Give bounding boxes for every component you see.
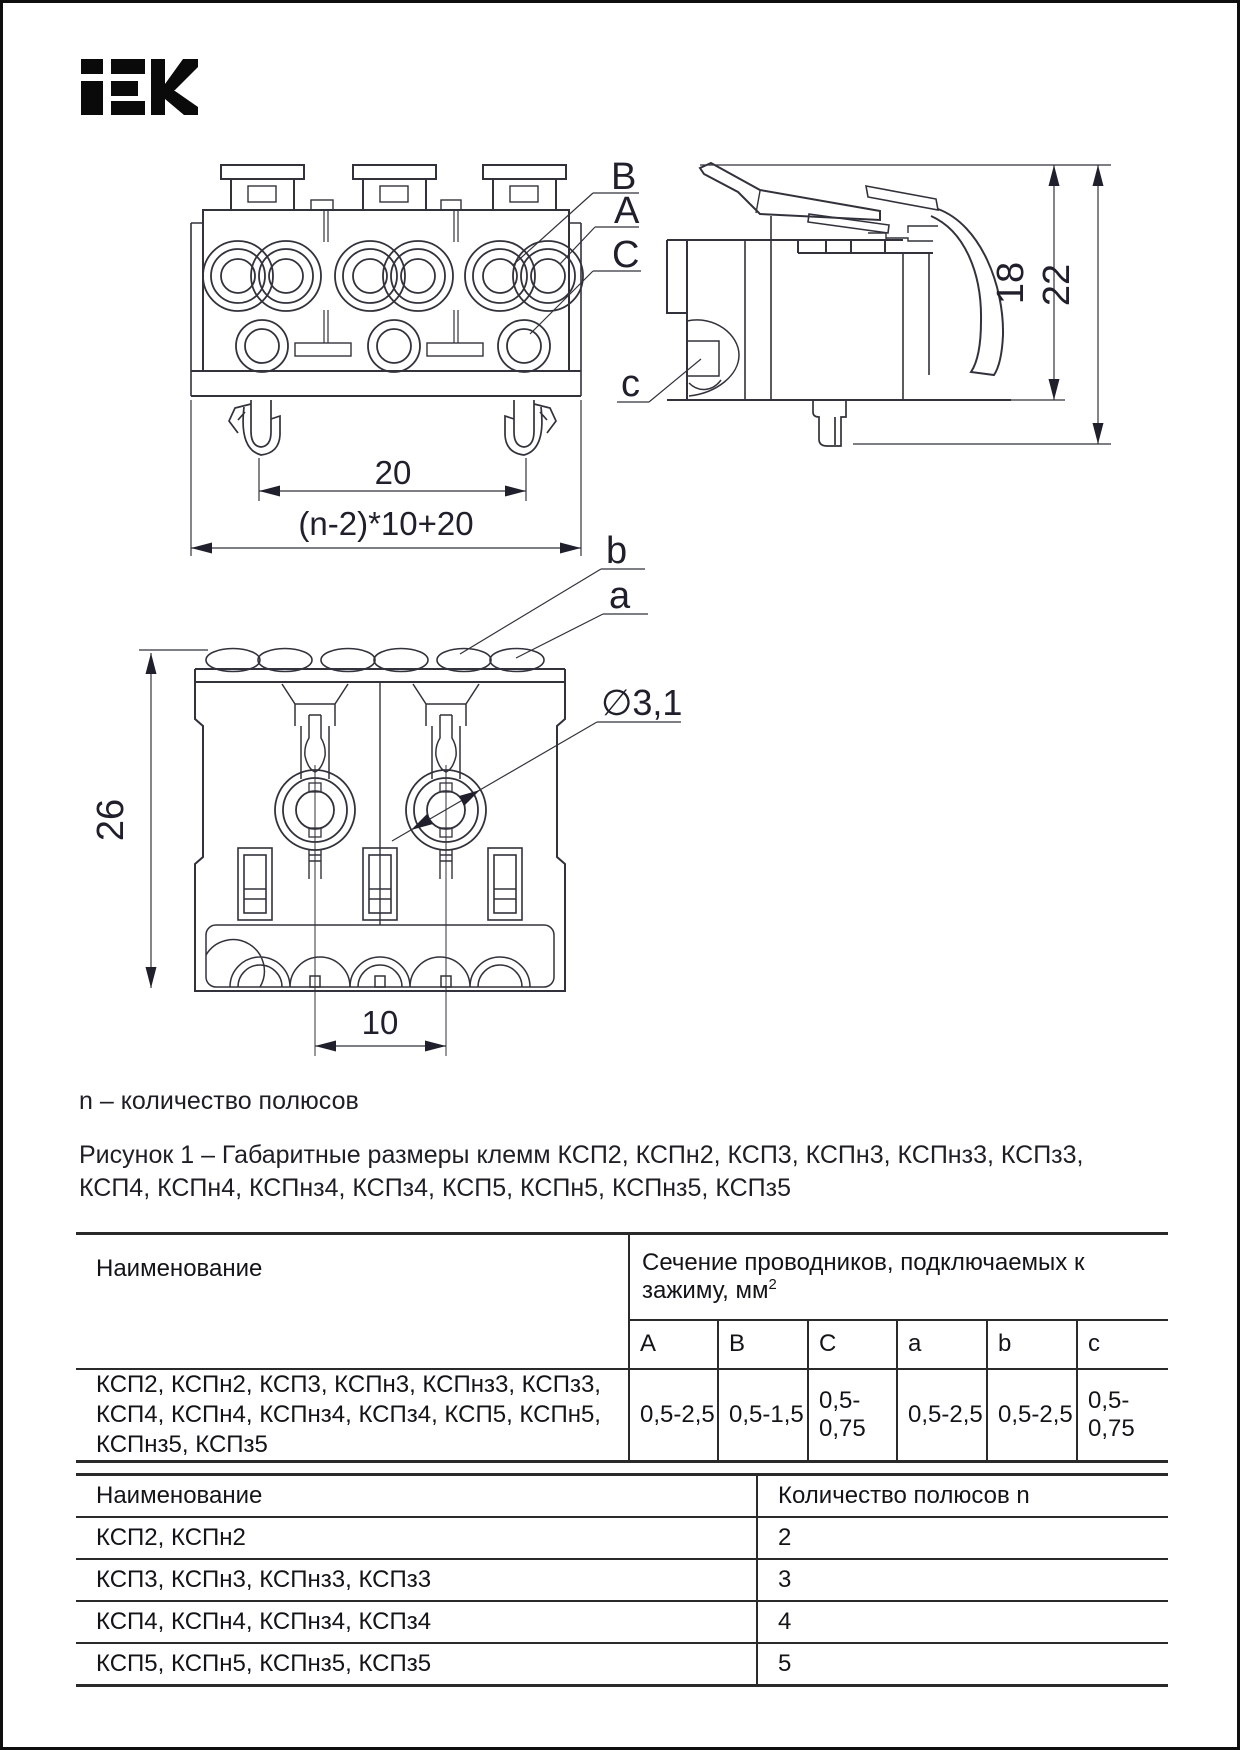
- label-B: B: [611, 156, 637, 198]
- front-view-c-holes: [236, 320, 550, 372]
- table1-subheader-B: B: [718, 1320, 808, 1369]
- table1-value-a: 0,5-2,5: [897, 1369, 987, 1462]
- dim-26-label: 26: [90, 798, 132, 842]
- table2-row-name: КСП5, КСПн5, КСПнз5, КСПз5: [76, 1643, 757, 1686]
- side-view-c-pocket: [687, 320, 739, 396]
- table2-row-value: 4: [757, 1601, 1168, 1643]
- table1-value-C: 0,5-0,75: [808, 1369, 897, 1462]
- table1-header-section-text: Сечение проводников, подключаемых к зажиму, мм: [642, 1248, 1085, 1304]
- label-C: C: [612, 234, 640, 276]
- top-view-dim-26: [139, 650, 208, 988]
- dim-diameter-label: ∅3,1: [601, 682, 683, 723]
- dim-22-label: 22: [1036, 263, 1078, 307]
- table1-value-c: 0,5-0,75: [1077, 1369, 1168, 1462]
- table1-subheader-a: a: [897, 1320, 987, 1369]
- table1-header-section-sup: 2: [768, 1276, 777, 1293]
- figure1-drawings: [73, 133, 1133, 1073]
- table2-row-value: 3: [757, 1559, 1168, 1601]
- table1-header-section: [629, 1234, 1168, 1320]
- table2-row-value: 5: [757, 1643, 1168, 1686]
- table1-value-b: 0,5-2,5: [987, 1369, 1077, 1462]
- top-view-dia-leader: [392, 722, 681, 841]
- dim-18-label: 18: [990, 261, 1032, 305]
- label-a: a: [609, 575, 631, 617]
- label-A: A: [614, 190, 640, 232]
- top-view-bottom-band: [206, 925, 554, 987]
- table1-header-name: Наименование: [76, 1234, 629, 1370]
- dim-20-label: 20: [374, 454, 412, 491]
- table2-row-name: КСП3, КСПн3, КСПнз3, КСПз3: [76, 1559, 757, 1601]
- side-view-pin: [813, 400, 846, 446]
- side-view-lever: [700, 163, 880, 220]
- top-view-drawing: [139, 569, 681, 1056]
- table-row: [76, 1559, 1168, 1601]
- table2-row-value: 2: [757, 1517, 1168, 1559]
- table1-subheader-c: c: [1077, 1320, 1168, 1369]
- label-b: b: [606, 530, 628, 572]
- front-view-drawing: [191, 165, 641, 556]
- figure-caption: Рисунок 1 – Габаритные размеры клемм КСП2, КСПн2, КСП3, КСПн3, КСПнз3, КСПз3, КСП4, КСПн4, КСПнз4, КСПз4, КСП5, КСПн5, КСПнз5, КСПз5: [79, 1141, 1084, 1203]
- conductor-section-table: [76, 1232, 1168, 1463]
- table1-subheader-C: C: [808, 1320, 897, 1369]
- table-row: [76, 1517, 1168, 1559]
- table1-subheader-A: A: [640, 1330, 657, 1358]
- iek-logo: [81, 59, 199, 117]
- table-row: [76, 1643, 1168, 1686]
- figure-note: n – количество полюсов: [79, 1087, 359, 1115]
- front-view-caps: [221, 165, 566, 210]
- table1-subheader-b: b: [987, 1320, 1077, 1369]
- iek-logo-glyphs: [81, 59, 198, 115]
- table-row: [76, 1601, 1168, 1643]
- table2-row-name: КСП4, КСПн4, КСПнз4, КСПз4: [76, 1601, 757, 1643]
- front-view-din-clips: [229, 400, 556, 455]
- table1-value-A: 0,5-2,5: [629, 1369, 718, 1462]
- table2-row-name: КСП2, КСПн2: [76, 1517, 757, 1559]
- pole-count-table: [76, 1473, 1168, 1687]
- label-c: c: [621, 363, 640, 405]
- table2-header-count: Количество полюсов n: [757, 1475, 1168, 1518]
- table1-row-name: КСП2, КСПн2, КСП3, КСПн3, КСПнз3, КСПз3, КСП4, КСПн4, КСПнз4, КСПз4, КСП5, КСПн5, КСПнз5, КСПз5: [76, 1369, 629, 1462]
- dim-10-label: 10: [361, 1004, 399, 1041]
- table2-header-name: Наименование: [76, 1475, 757, 1518]
- dim-formula-label: (n-2)*10+20: [298, 505, 474, 542]
- front-view-wire-holes: [203, 241, 583, 311]
- top-view-dim-10: [315, 1041, 446, 1052]
- table1-value-B: 0,5-1,5: [718, 1369, 808, 1462]
